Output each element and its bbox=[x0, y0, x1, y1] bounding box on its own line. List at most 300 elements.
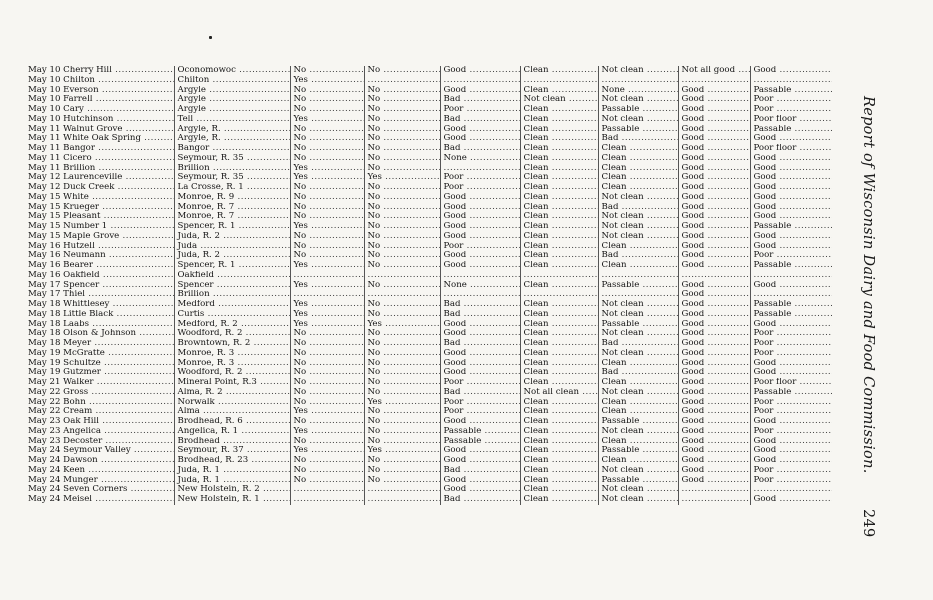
col8-cell: Good ..... bbox=[678, 466, 750, 476]
col6-cell: Clean ..... bbox=[520, 115, 598, 125]
col9-cell: Poor ..... bbox=[750, 398, 832, 408]
ink-mark bbox=[209, 36, 212, 39]
col3-cell: No ..... bbox=[290, 86, 364, 96]
col9-cell: Good ..... bbox=[750, 242, 832, 252]
factory-cell: May 18 Meyer ..... bbox=[24, 339, 174, 349]
table-row bbox=[24, 164, 832, 174]
col8-cell: Good ..... bbox=[678, 261, 750, 271]
col8-cell: Good ..... bbox=[678, 398, 750, 408]
col3-cell: No ..... bbox=[290, 105, 364, 115]
col4-cell: No ..... bbox=[364, 86, 440, 96]
col8-cell: Good ..... bbox=[678, 378, 750, 388]
col3-cell: No ..... bbox=[290, 476, 364, 486]
col3-cell: No ..... bbox=[290, 466, 364, 476]
table-row bbox=[24, 368, 832, 378]
col3-cell: No ..... bbox=[290, 134, 364, 144]
factory-cell: May 10 Farrell ..... bbox=[24, 95, 174, 105]
col9-cell: Poor ..... bbox=[750, 349, 832, 359]
table-row bbox=[24, 144, 832, 154]
factory-cell: May 24 Keen ..... bbox=[24, 466, 174, 476]
col9-cell: Passable ..... bbox=[750, 86, 832, 96]
col8-cell: Good ..... bbox=[678, 427, 750, 437]
table-row bbox=[24, 183, 832, 193]
col3-cell: Yes ..... bbox=[290, 310, 364, 320]
col6-cell bbox=[520, 290, 598, 300]
col6-cell: Clean ..... bbox=[520, 222, 598, 232]
col6-cell: Clean ..... bbox=[520, 310, 598, 320]
col6-cell: Clean ..... bbox=[520, 173, 598, 183]
col4-cell: Yes ..... bbox=[364, 398, 440, 408]
table-row bbox=[24, 466, 832, 476]
factory-cell: May 23 Angelica ..... bbox=[24, 427, 174, 437]
location-cell: Monroe, R. 9 ..... bbox=[174, 193, 290, 203]
location-cell: Argyle ..... bbox=[174, 95, 290, 105]
col4-cell: No ..... bbox=[364, 329, 440, 339]
col5-cell: Good ..... bbox=[440, 251, 520, 261]
table-row bbox=[24, 446, 832, 456]
location-cell: New Holstein, R. 2 ..... bbox=[174, 485, 290, 495]
col9-cell: Poor floor ..... bbox=[750, 378, 832, 388]
col9-cell: Good ..... bbox=[750, 281, 832, 291]
col9-cell: Passable ..... bbox=[750, 261, 832, 271]
col5-cell: Good ..... bbox=[440, 359, 520, 369]
table-row bbox=[24, 242, 832, 252]
location-cell: Spencer ..... bbox=[174, 281, 290, 291]
col9-cell: Passable ..... bbox=[750, 222, 832, 232]
col9-cell: Good ..... bbox=[750, 232, 832, 242]
col5-cell: Poor ..... bbox=[440, 173, 520, 183]
location-cell: Oconomowoc ..... bbox=[174, 66, 290, 76]
col7-cell: Not clean ..... bbox=[598, 222, 678, 232]
col3-cell: No ..... bbox=[290, 203, 364, 213]
col6-cell: Clean ..... bbox=[520, 242, 598, 252]
col4-cell bbox=[364, 485, 440, 495]
col5-cell: Bad ..... bbox=[440, 144, 520, 154]
col9-cell: Good ..... bbox=[750, 368, 832, 378]
location-cell: Argyle ..... bbox=[174, 105, 290, 115]
col3-cell: No ..... bbox=[290, 95, 364, 105]
col4-cell: No ..... bbox=[364, 134, 440, 144]
table-row bbox=[24, 222, 832, 232]
col5-cell: Bad ..... bbox=[440, 466, 520, 476]
col5-cell: Good ..... bbox=[440, 261, 520, 271]
col4-cell: No ..... bbox=[364, 437, 440, 447]
factory-cell: May 11 Brillion ..... bbox=[24, 164, 174, 174]
col3-cell: No ..... bbox=[290, 212, 364, 222]
location-cell: Brodhead, R. 6 ..... bbox=[174, 417, 290, 427]
col5-cell: Bad ..... bbox=[440, 115, 520, 125]
col4-cell: No ..... bbox=[364, 232, 440, 242]
col8-cell: Good ..... bbox=[678, 115, 750, 125]
col3-cell: Yes ..... bbox=[290, 407, 364, 417]
factory-cell: May 12 Laurenceville ..... bbox=[24, 173, 174, 183]
col9-cell: Poor ..... bbox=[750, 95, 832, 105]
col5-cell: Good ..... bbox=[440, 232, 520, 242]
col7-cell: Clean ..... bbox=[598, 437, 678, 447]
col7-cell: Clean ..... bbox=[598, 173, 678, 183]
col9-cell: Poor floor ..... bbox=[750, 144, 832, 154]
table-row bbox=[24, 388, 832, 398]
col4-cell: No ..... bbox=[364, 66, 440, 76]
col4-cell: No ..... bbox=[364, 183, 440, 193]
col9-cell: Good ..... bbox=[750, 66, 832, 76]
location-cell: Woodford, R. 2 ..... bbox=[174, 368, 290, 378]
table-row bbox=[24, 66, 832, 76]
factory-cell: May 19 Gutzmer ..... bbox=[24, 368, 174, 378]
factory-cell: May 15 Krueger ..... bbox=[24, 203, 174, 213]
table-row bbox=[24, 271, 832, 281]
col5-cell: Good ..... bbox=[440, 446, 520, 456]
col9-cell: Good ..... bbox=[750, 320, 832, 330]
col6-cell: Clean ..... bbox=[520, 261, 598, 271]
col8-cell: Good ..... bbox=[678, 154, 750, 164]
col7-cell: Bad ..... bbox=[598, 339, 678, 349]
col3-cell: No ..... bbox=[290, 329, 364, 339]
factory-cell: May 24 Munger ..... bbox=[24, 476, 174, 486]
report-title: Report of Wisconsin Dairy and Food Commission. bbox=[860, 96, 876, 474]
table-row bbox=[24, 329, 832, 339]
col8-cell: Good ..... bbox=[678, 144, 750, 154]
col6-cell: Clean ..... bbox=[520, 125, 598, 135]
col9-cell: Good ..... bbox=[750, 359, 832, 369]
col6-cell: Clean ..... bbox=[520, 427, 598, 437]
col7-cell: Clean ..... bbox=[598, 164, 678, 174]
col8-cell: Good ..... bbox=[678, 368, 750, 378]
col4-cell: No ..... bbox=[364, 144, 440, 154]
col9-cell: Poor ..... bbox=[750, 427, 832, 437]
table-row bbox=[24, 495, 832, 505]
table-row bbox=[24, 339, 832, 349]
col7-cell: Passable ..... bbox=[598, 417, 678, 427]
col3-cell: Yes ..... bbox=[290, 446, 364, 456]
factory-cell: May 22 Bohn ..... bbox=[24, 398, 174, 408]
col7-cell: Passable ..... bbox=[598, 446, 678, 456]
col7-cell: Clean ..... bbox=[598, 154, 678, 164]
table-row bbox=[24, 349, 832, 359]
col8-cell: Good ..... bbox=[678, 95, 750, 105]
factory-cell: May 10 Cherry Hill ..... bbox=[24, 66, 174, 76]
col7-cell: Clean ..... bbox=[598, 144, 678, 154]
col3-cell: No ..... bbox=[290, 154, 364, 164]
col6-cell: Clean ..... bbox=[520, 232, 598, 242]
col4-cell: No ..... bbox=[364, 105, 440, 115]
col9-cell: Poor ..... bbox=[750, 339, 832, 349]
location-cell: Juda, R. 2 ..... bbox=[174, 251, 290, 261]
col8-cell: Good ..... bbox=[678, 359, 750, 369]
col7-cell: Not clean ..... bbox=[598, 212, 678, 222]
col3-cell: No ..... bbox=[290, 242, 364, 252]
col6-cell: Clean ..... bbox=[520, 281, 598, 291]
col3-cell bbox=[290, 271, 364, 281]
table-row bbox=[24, 125, 832, 135]
col7-cell: Not clean ..... bbox=[598, 349, 678, 359]
factory-cell: May 10 Cary ..... bbox=[24, 105, 174, 115]
col7-cell: Not clean ..... bbox=[598, 232, 678, 242]
col3-cell: Yes ..... bbox=[290, 76, 364, 86]
factory-cell: May 19 Schultze ..... bbox=[24, 359, 174, 369]
col9-cell: Poor floor ..... bbox=[750, 115, 832, 125]
col8-cell bbox=[678, 485, 750, 495]
col9-cell bbox=[750, 485, 832, 495]
side-header bbox=[846, 96, 876, 538]
col6-cell: Clean ..... bbox=[520, 417, 598, 427]
col8-cell: Good ..... bbox=[678, 290, 750, 300]
location-cell: La Crosse, R. 1 ..... bbox=[174, 183, 290, 193]
col5-cell bbox=[440, 76, 520, 86]
location-cell: Chilton ..... bbox=[174, 76, 290, 86]
location-cell: Alma, R. 2 ..... bbox=[174, 388, 290, 398]
col8-cell: Good ..... bbox=[678, 310, 750, 320]
col9-cell: Good ..... bbox=[750, 495, 832, 505]
col4-cell: No ..... bbox=[364, 339, 440, 349]
col6-cell: Clean ..... bbox=[520, 144, 598, 154]
col5-cell: Bad ..... bbox=[440, 310, 520, 320]
col8-cell: Good ..... bbox=[678, 417, 750, 427]
col8-cell: Good ..... bbox=[678, 437, 750, 447]
col7-cell: Passable ..... bbox=[598, 476, 678, 486]
col4-cell: No ..... bbox=[364, 242, 440, 252]
col6-cell: Not clean ..... bbox=[520, 95, 598, 105]
factory-cell: May 24 Seymour Valley ..... bbox=[24, 446, 174, 456]
col5-cell: Bad ..... bbox=[440, 339, 520, 349]
table-row bbox=[24, 407, 832, 417]
location-cell: Juda, R. 2 ..... bbox=[174, 232, 290, 242]
col3-cell: No ..... bbox=[290, 368, 364, 378]
col4-cell: No ..... bbox=[364, 222, 440, 232]
location-cell: Monroe, R. 3 ..... bbox=[174, 349, 290, 359]
factory-cell: May 11 White Oak Spring ..... bbox=[24, 134, 174, 144]
col8-cell: Good ..... bbox=[678, 446, 750, 456]
col7-cell: Passable ..... bbox=[598, 281, 678, 291]
col9-cell bbox=[750, 290, 832, 300]
col3-cell: Yes ..... bbox=[290, 115, 364, 125]
col4-cell: No ..... bbox=[364, 388, 440, 398]
table-row bbox=[24, 485, 832, 495]
col9-cell: Good ..... bbox=[750, 437, 832, 447]
col5-cell: Passable ..... bbox=[440, 427, 520, 437]
col6-cell: Clean ..... bbox=[520, 329, 598, 339]
col5-cell: Good ..... bbox=[440, 212, 520, 222]
col4-cell bbox=[364, 271, 440, 281]
col8-cell: Good ..... bbox=[678, 339, 750, 349]
col7-cell: Not clean ..... bbox=[598, 193, 678, 203]
col9-cell: Good ..... bbox=[750, 193, 832, 203]
table-row bbox=[24, 86, 832, 96]
col5-cell: Poor ..... bbox=[440, 378, 520, 388]
col9-cell: Poor ..... bbox=[750, 476, 832, 486]
col6-cell: Clean ..... bbox=[520, 359, 598, 369]
col6-cell: Clean ..... bbox=[520, 164, 598, 174]
col5-cell: Good ..... bbox=[440, 349, 520, 359]
col3-cell bbox=[290, 495, 364, 505]
col4-cell: No ..... bbox=[364, 300, 440, 310]
col3-cell: Yes ..... bbox=[290, 281, 364, 291]
col9-cell bbox=[750, 271, 832, 281]
col6-cell: Clean ..... bbox=[520, 320, 598, 330]
col8-cell: Good ..... bbox=[678, 476, 750, 486]
col7-cell: Not clean ..... bbox=[598, 66, 678, 76]
location-cell: Angelica, R. 1 ..... bbox=[174, 427, 290, 437]
col4-cell: No ..... bbox=[364, 310, 440, 320]
col3-cell: No ..... bbox=[290, 378, 364, 388]
col5-cell: Good ..... bbox=[440, 125, 520, 135]
col9-cell: Good ..... bbox=[750, 154, 832, 164]
col3-cell: Yes ..... bbox=[290, 427, 364, 437]
col7-cell: Clean ..... bbox=[598, 242, 678, 252]
col8-cell: Good ..... bbox=[678, 173, 750, 183]
col8-cell: Good ..... bbox=[678, 407, 750, 417]
col9-cell: Passable ..... bbox=[750, 300, 832, 310]
location-cell: Juda, R. 1 ..... bbox=[174, 476, 290, 486]
col7-cell bbox=[598, 271, 678, 281]
factory-cell: May 22 Gross ..... bbox=[24, 388, 174, 398]
col5-cell bbox=[440, 271, 520, 281]
col8-cell: Not all good ..... bbox=[678, 66, 750, 76]
col6-cell: Clean ..... bbox=[520, 212, 598, 222]
col3-cell: Yes ..... bbox=[290, 261, 364, 271]
factory-cell: May 11 Cicero ..... bbox=[24, 154, 174, 164]
location-cell: Medford ..... bbox=[174, 300, 290, 310]
col4-cell: No ..... bbox=[364, 154, 440, 164]
factory-cell: May 10 Chilton ..... bbox=[24, 76, 174, 86]
col6-cell: Clean ..... bbox=[520, 378, 598, 388]
location-cell: Curtis ..... bbox=[174, 310, 290, 320]
col3-cell: No ..... bbox=[290, 193, 364, 203]
col6-cell: Clean ..... bbox=[520, 134, 598, 144]
col3-cell: No ..... bbox=[290, 456, 364, 466]
location-cell: Argyle ..... bbox=[174, 86, 290, 96]
factory-cell: May 18 Laabs ..... bbox=[24, 320, 174, 330]
col5-cell bbox=[440, 164, 520, 174]
col7-cell: Not clean ..... bbox=[598, 300, 678, 310]
col8-cell: Good ..... bbox=[678, 86, 750, 96]
col7-cell: Clean ..... bbox=[598, 359, 678, 369]
factory-cell: May 18 Olson & Johnson ..... bbox=[24, 329, 174, 339]
col6-cell: Clean ..... bbox=[520, 485, 598, 495]
col3-cell: No ..... bbox=[290, 339, 364, 349]
col7-cell: Not clean ..... bbox=[598, 388, 678, 398]
col7-cell: Bad ..... bbox=[598, 251, 678, 261]
factory-cell: May 22 Cream ..... bbox=[24, 407, 174, 417]
col7-cell: Passable ..... bbox=[598, 125, 678, 135]
col9-cell: Good ..... bbox=[750, 183, 832, 193]
col5-cell: Bad ..... bbox=[440, 95, 520, 105]
col6-cell: Clean ..... bbox=[520, 86, 598, 96]
factory-cell: May 10 Everson ..... bbox=[24, 86, 174, 96]
table-row bbox=[24, 76, 832, 86]
col4-cell: No ..... bbox=[364, 368, 440, 378]
col8-cell: Good ..... bbox=[678, 242, 750, 252]
col9-cell: Poor ..... bbox=[750, 105, 832, 115]
col8-cell: Good ..... bbox=[678, 193, 750, 203]
col9-cell: Good ..... bbox=[750, 134, 832, 144]
col6-cell: Clean ..... bbox=[520, 154, 598, 164]
col5-cell: None ..... bbox=[440, 281, 520, 291]
col6-cell bbox=[520, 271, 598, 281]
col3-cell bbox=[290, 485, 364, 495]
col8-cell: Good ..... bbox=[678, 203, 750, 213]
location-cell: Woodford, R. 2 ..... bbox=[174, 329, 290, 339]
col5-cell: Poor ..... bbox=[440, 242, 520, 252]
col7-cell bbox=[598, 290, 678, 300]
col5-cell: Good ..... bbox=[440, 476, 520, 486]
table-row bbox=[24, 212, 832, 222]
col7-cell bbox=[598, 76, 678, 86]
table-row bbox=[24, 476, 832, 486]
table-row bbox=[24, 378, 832, 388]
col8-cell: Good ..... bbox=[678, 125, 750, 135]
col8-cell: Good ..... bbox=[678, 251, 750, 261]
col5-cell: Good ..... bbox=[440, 203, 520, 213]
col3-cell: No ..... bbox=[290, 251, 364, 261]
col5-cell: Passable ..... bbox=[440, 437, 520, 447]
factory-cell: May 17 Spencer ..... bbox=[24, 281, 174, 291]
location-cell: Monroe, R. 7 ..... bbox=[174, 212, 290, 222]
col5-cell: Good ..... bbox=[440, 329, 520, 339]
table-row bbox=[24, 154, 832, 164]
col7-cell: Not clean ..... bbox=[598, 466, 678, 476]
col3-cell: No ..... bbox=[290, 66, 364, 76]
col7-cell: Clean ..... bbox=[598, 261, 678, 271]
col8-cell: Good ..... bbox=[678, 388, 750, 398]
col5-cell: Good ..... bbox=[440, 320, 520, 330]
location-cell: Medford, R. 2 ..... bbox=[174, 320, 290, 330]
col6-cell: Clean ..... bbox=[520, 437, 598, 447]
col9-cell: Passable ..... bbox=[750, 125, 832, 135]
col4-cell: No ..... bbox=[364, 456, 440, 466]
factory-cell: May 23 Oak Hill ..... bbox=[24, 417, 174, 427]
col6-cell: Clean ..... bbox=[520, 203, 598, 213]
table-row bbox=[24, 134, 832, 144]
factory-cell: May 15 Pleasant ..... bbox=[24, 212, 174, 222]
col4-cell: Yes ..... bbox=[364, 320, 440, 330]
col6-cell: Clean ..... bbox=[520, 193, 598, 203]
location-cell: Juda ..... bbox=[174, 242, 290, 252]
col3-cell: No ..... bbox=[290, 349, 364, 359]
location-cell: Spencer, R. 1 ..... bbox=[174, 261, 290, 271]
col5-cell: Good ..... bbox=[440, 417, 520, 427]
col4-cell: No ..... bbox=[364, 349, 440, 359]
col7-cell: Not clean ..... bbox=[598, 495, 678, 505]
col7-cell: Not clean ..... bbox=[598, 95, 678, 105]
table-row bbox=[24, 320, 832, 330]
location-cell: Seymour, R. 37 ..... bbox=[174, 446, 290, 456]
col6-cell bbox=[520, 76, 598, 86]
table-row bbox=[24, 232, 832, 242]
col4-cell: No ..... bbox=[364, 95, 440, 105]
col6-cell: Clean ..... bbox=[520, 105, 598, 115]
col6-cell: Clean ..... bbox=[520, 66, 598, 76]
col9-cell: Poor ..... bbox=[750, 329, 832, 339]
factory-cell: May 11 Bangor ..... bbox=[24, 144, 174, 154]
location-cell: Spencer, R. 1 ..... bbox=[174, 222, 290, 232]
col3-cell: No ..... bbox=[290, 125, 364, 135]
factory-cell: May 15 Number 1 ..... bbox=[24, 222, 174, 232]
factory-cell: May 17 Thiel ..... bbox=[24, 290, 174, 300]
col3-cell: Yes ..... bbox=[290, 222, 364, 232]
col6-cell: Not all clean ..... bbox=[520, 388, 598, 398]
col3-cell: Yes ..... bbox=[290, 300, 364, 310]
table-row bbox=[24, 281, 832, 291]
col7-cell: Clean ..... bbox=[598, 407, 678, 417]
location-cell: Monroe, R. 3 ..... bbox=[174, 359, 290, 369]
col3-cell: Yes ..... bbox=[290, 320, 364, 330]
col8-cell: Good ..... bbox=[678, 134, 750, 144]
col4-cell bbox=[364, 76, 440, 86]
factory-cell: May 16 Bearer ..... bbox=[24, 261, 174, 271]
col4-cell: No ..... bbox=[364, 125, 440, 135]
col4-cell: No ..... bbox=[364, 203, 440, 213]
